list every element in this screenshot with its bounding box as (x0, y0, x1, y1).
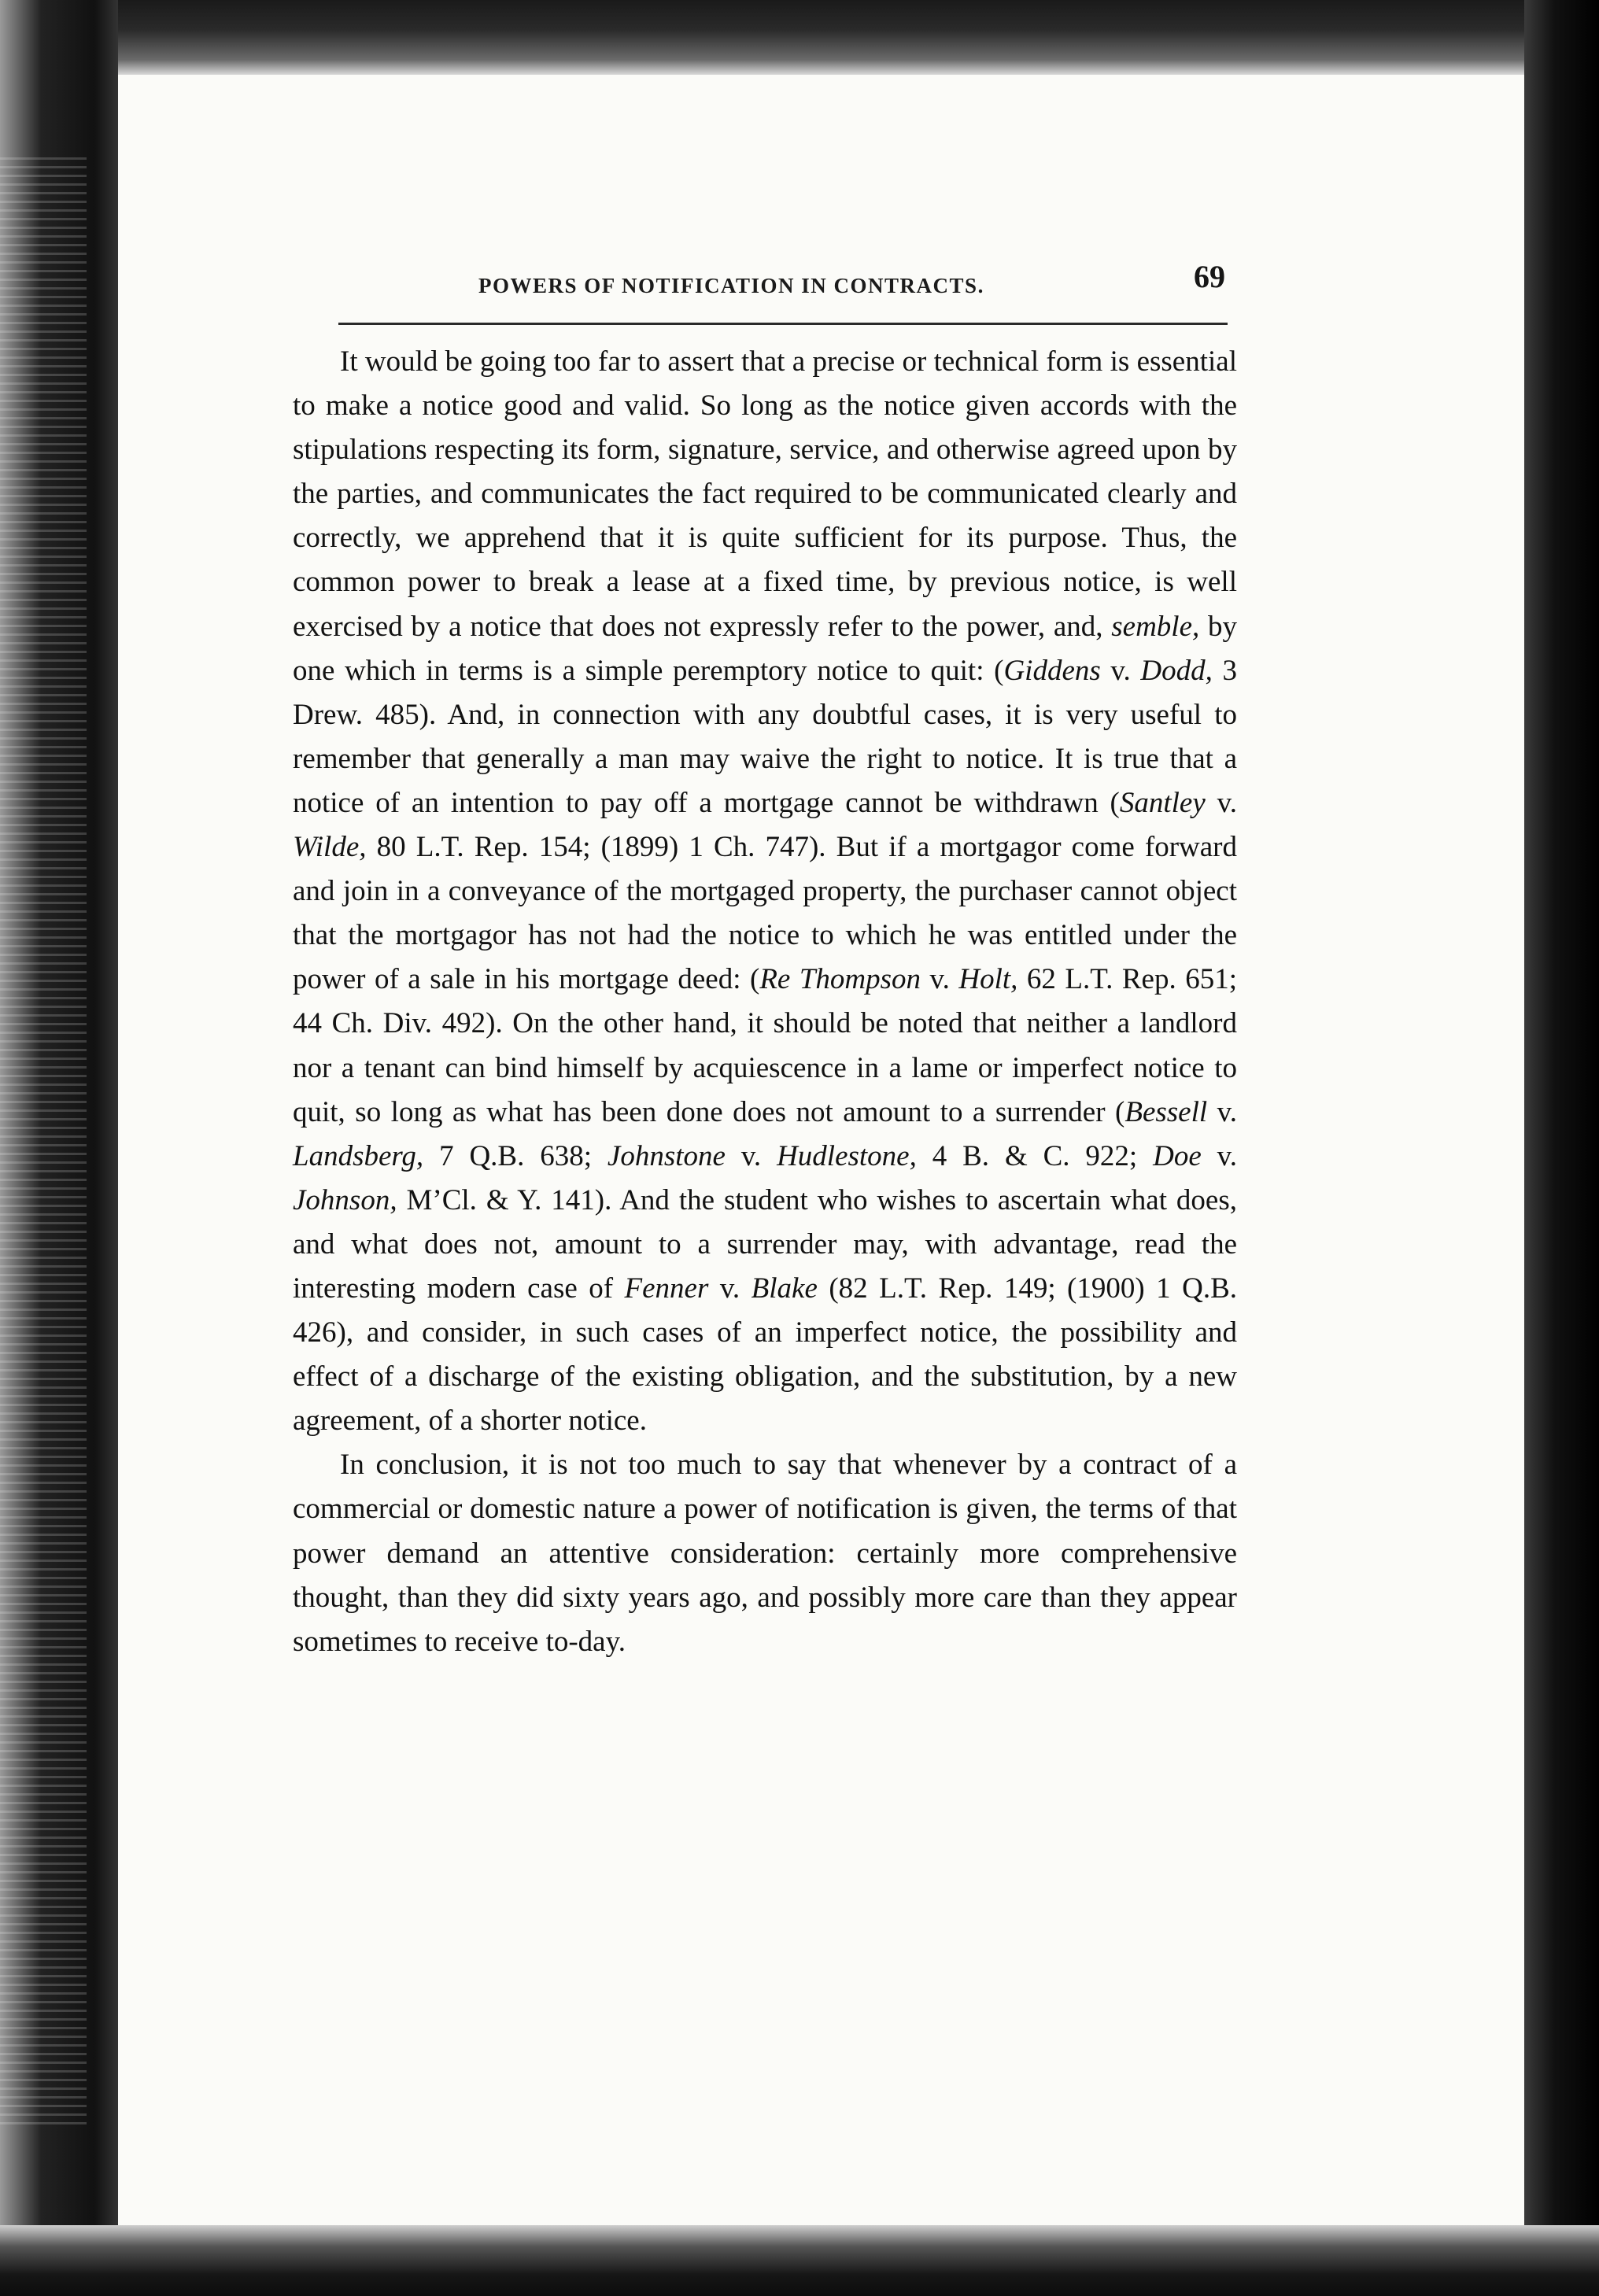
text-run: In conclusion, it is not too much to say that whenever by a contract of a commercial or domestic nature a power of notification is given, the terms of that power demand an attentive consideration: certainly more comprehensive thought, than they did sixty years ago, and possibly more care than they appear sometimes to receive to-day. (293, 1449, 1237, 1658)
paragraph (293, 1443, 1237, 1663)
case-name: Dodd, (1140, 654, 1213, 687)
scan-border-bottom (0, 2225, 1599, 2296)
text-run: v. (1207, 1095, 1237, 1128)
text-run: (82 L.T. Rep. 149; (1900) 1 Q.B. 426), and consider, in such cases of an imperfect notice, the possibility and effect of a discharge of the existing obligation, and the substitution, by a new agreement, of a shorter notice. (293, 1272, 1237, 1438)
page-number: 69 (1194, 259, 1225, 294)
text-run: M’Cl. & Y. 141). And the student who wishes to ascertain what does, and what does not, amount to a surrender may, with advantage, read the interesting modern case of (293, 1183, 1237, 1305)
case-name: Doe (1153, 1139, 1202, 1172)
case-name: Hudlestone, (777, 1139, 917, 1172)
text-run: 80 L.T. Rep. 154; (1899) 1 Ch. 747). But if a mortgagor come forward and join in a conveyance of the mortgaged property, the purchaser cannot object that the mortgagor has not had the notice to which he was entitled under the power of a sale in his mortgage deed: ( (293, 831, 1237, 996)
case-name: Blake (751, 1272, 818, 1305)
text-run: v. (708, 1272, 751, 1305)
text-run: 62 L.T. Rep. 651; 44 Ch. Div. 492). On the other hand, it should be noted that neither a landlord nor a tenant can bind himself by acquiescence in a lame or imperfect notice to quit, so long as what has been done does not amount to a surrender ( (293, 963, 1237, 1128)
case-name: Re Thompson (759, 963, 921, 996)
case-name: Holt, (958, 963, 1018, 996)
text-run: 4 B. & C. 922; (916, 1139, 1154, 1172)
header-rule (338, 323, 1228, 325)
body-text (293, 340, 1237, 1664)
case-name: Giddens (1003, 654, 1101, 687)
case-name: Santley (1119, 786, 1206, 819)
text-run: v. (921, 963, 959, 996)
text-run: v. (1201, 1139, 1237, 1172)
text-run: v. (725, 1139, 777, 1172)
running-head: POWERS OF NOTIFICATION IN CONTRACTS. (478, 274, 984, 297)
case-name: semble, (1111, 610, 1200, 643)
text-run: 3 Drew. 485). And, in connection with any doubtful cases, it is very useful to remember that generally a man may waive the right to notice. It is true that a notice of an intention to pay off a mortgage cannot be withdrawn ( (293, 654, 1238, 819)
case-name: Johnstone (607, 1139, 726, 1172)
text-run: It would be going too far to assert that a precise or technical form is essential to make a notice good and valid. So long as the notice given accords with the stipulations respecting its form, signature, service, and otherwise agreed upon by the parties, and communicates the fact required to be communicated clearly and correctly, we apprehend that it is quite sufficient for its purpose. Thus, the common power to break a lease at a fixed time, by previous notice, is well exercised by a notice that does not expressly refer to the power, and, (293, 345, 1237, 643)
scan-border-right (1524, 0, 1599, 2296)
text-run: by one which in terms is a simple peremptory notice to quit: ( (293, 610, 1237, 687)
text-run: v. (1205, 786, 1237, 819)
case-name: Landsberg, (293, 1139, 424, 1172)
text-run: v. (1100, 654, 1141, 687)
scan-border-top (0, 0, 1599, 75)
case-name: Wilde, (293, 831, 367, 864)
text-run: 7 Q.B. 638; (423, 1139, 607, 1172)
paragraph (293, 340, 1237, 1443)
case-name: Johnson, (293, 1183, 397, 1216)
case-name: Fenner (624, 1272, 709, 1305)
case-name: Bessell (1124, 1095, 1208, 1128)
scan-noise-left (0, 157, 87, 2124)
